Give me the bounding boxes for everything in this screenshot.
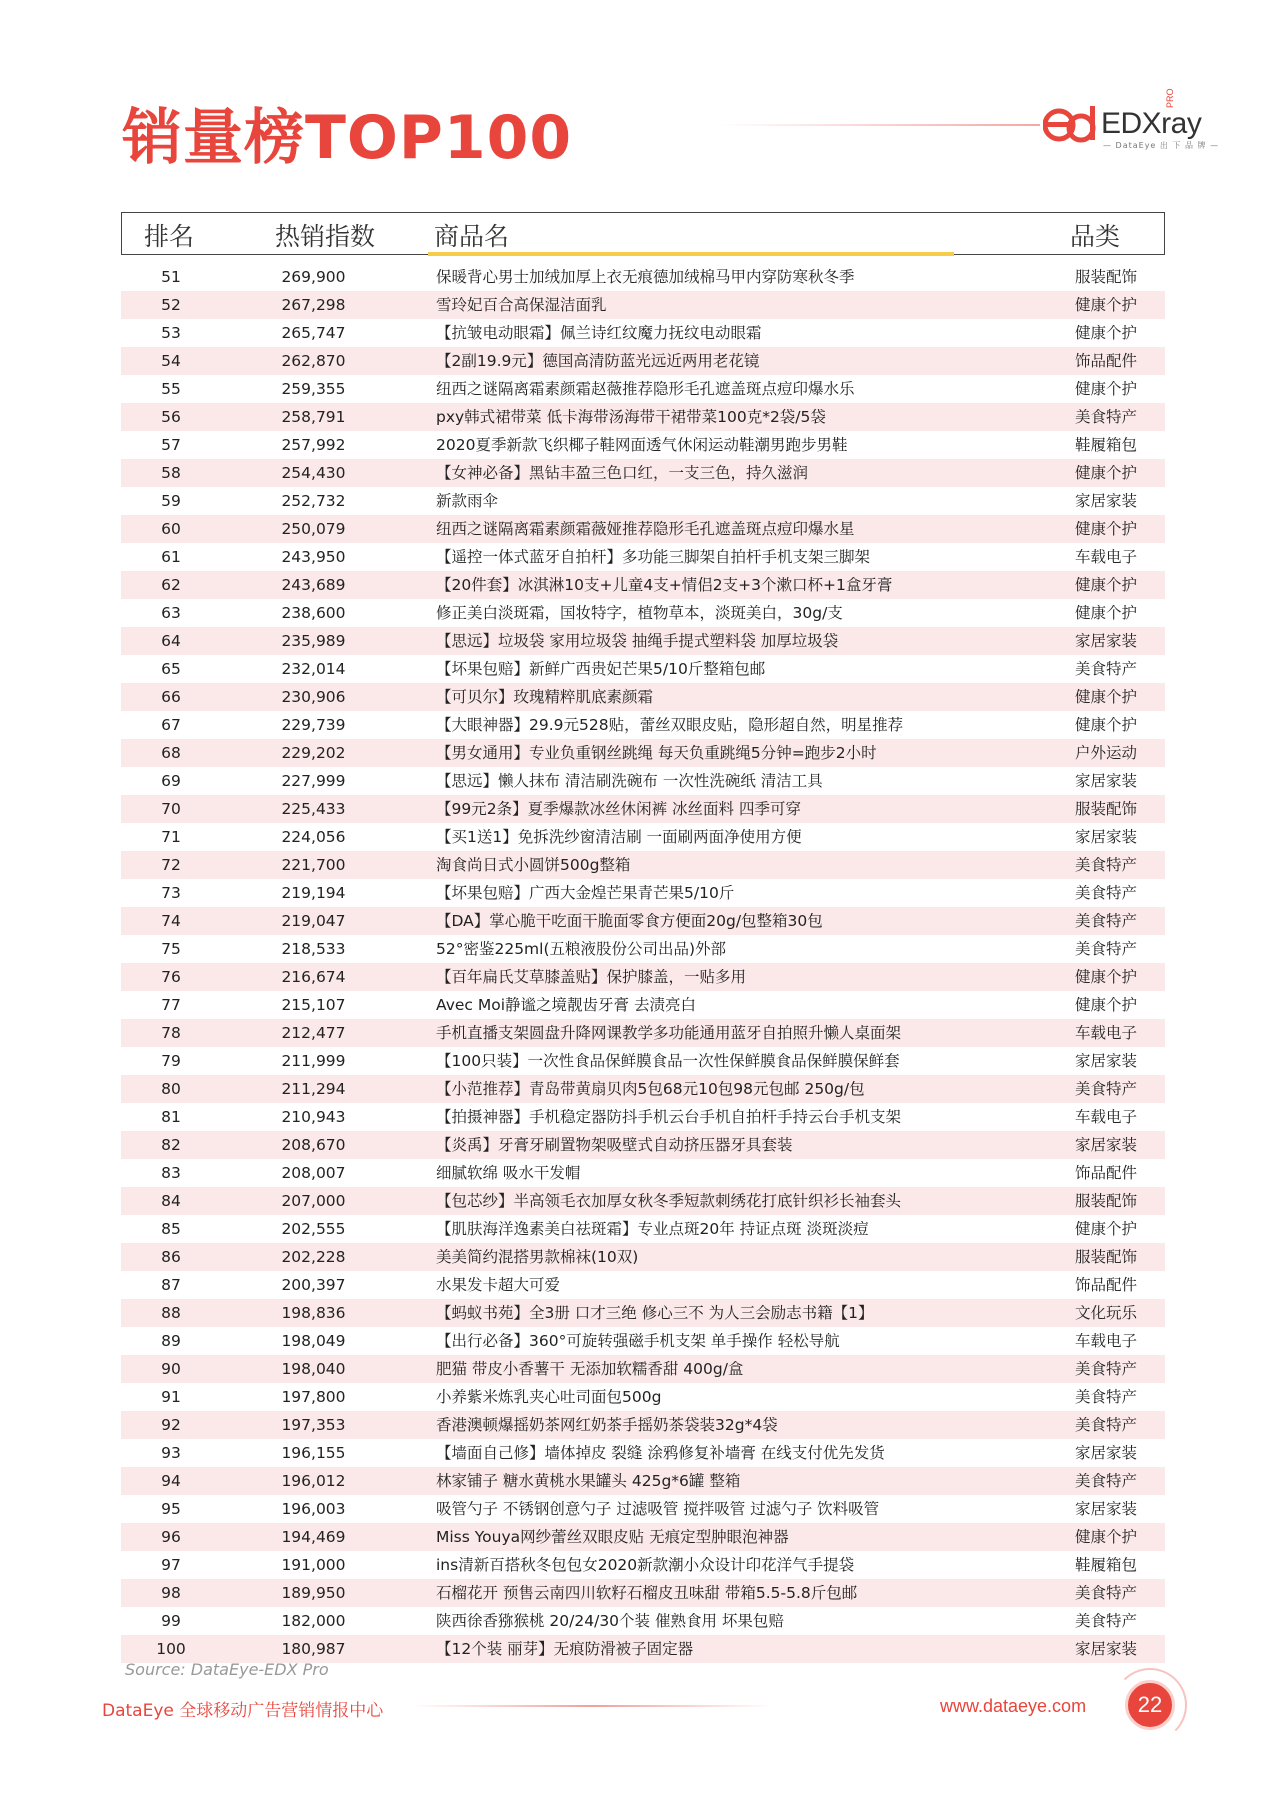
product-name-cell: 香港澳顿爆摇奶茶网红奶茶手摇奶茶袋装32g*4袋 (436, 1416, 778, 1434)
category-cell: 美食特产 (1074, 1416, 1137, 1434)
table-row (121, 1523, 1165, 1551)
rank-cell: 96 (161, 1528, 181, 1546)
table-row (121, 347, 1165, 375)
product-name-cell: 【12个装 丽芽】无痕防滑被子固定器 (436, 1640, 694, 1658)
index-cell: 189,950 (281, 1584, 346, 1602)
index-cell: 208,670 (281, 1136, 346, 1154)
product-name-cell: 【蚂蚁书苑】全3册 口才三绝 修心三不 为人三会励志书籍【1】 (436, 1304, 874, 1322)
rank-cell: 78 (161, 1024, 181, 1042)
category-cell: 家居家装 (1074, 1640, 1137, 1658)
rank-cell: 64 (161, 632, 181, 650)
table-row (121, 319, 1165, 347)
index-cell: 257,992 (281, 436, 346, 454)
index-cell: 210,943 (281, 1108, 346, 1126)
product-name-cell: 纽西之谜隔离霜素颜霜赵薇推荐隐形毛孔遮盖斑点痘印爆水乐 (436, 380, 855, 398)
category-cell: 家居家装 (1074, 772, 1137, 790)
product-name-cell: 林家铺子 糖水黄桃水果罐头 425g*6罐 整箱 (436, 1472, 741, 1490)
category-cell: 饰品配件 (1074, 352, 1137, 370)
rank-cell: 73 (161, 884, 181, 902)
product-name-cell: ins清新百搭秋冬包包女2020新款潮小众设计印花洋气手提袋 (436, 1556, 855, 1574)
category-cell: 美食特产 (1074, 1584, 1137, 1602)
category-cell: 家居家装 (1074, 828, 1137, 846)
table-row (121, 515, 1165, 543)
product-name-cell: 【大眼神器】29.9元528贴，蕾丝双眼皮贴，隐形超自然，明星推荐 (436, 716, 904, 734)
index-cell: 269,900 (281, 268, 346, 286)
index-cell: 267,298 (281, 296, 346, 314)
category-cell: 健康个护 (1074, 688, 1137, 706)
table-row (121, 795, 1165, 823)
category-cell: 服装配饰 (1074, 1248, 1137, 1266)
logo-text: EDXray (1101, 107, 1202, 140)
index-cell: 230,906 (281, 688, 346, 706)
index-cell: 202,228 (281, 1248, 346, 1266)
index-cell: 198,836 (281, 1304, 346, 1322)
table-row (121, 375, 1165, 403)
product-name-cell: pxy韩式裙带菜 低卡海带汤海带干裙带菜100克*2袋/5袋 (436, 408, 826, 426)
category-cell: 美食特产 (1074, 660, 1137, 678)
header-name: 商品名 (434, 222, 510, 251)
product-name-cell: 【买1送1】免拆洗纱窗清洁刷 一面刷两面净使用方便 (436, 828, 802, 846)
rank-cell: 54 (161, 352, 181, 370)
index-cell: 229,739 (281, 716, 346, 734)
rank-cell: 95 (161, 1500, 181, 1518)
category-cell: 健康个护 (1074, 716, 1137, 734)
product-name-cell: 【99元2条】夏季爆款冰丝休闲裤 冰丝面料 四季可穿 (436, 800, 801, 818)
table-row (121, 655, 1165, 683)
category-cell: 车载电子 (1074, 548, 1137, 566)
index-cell: 198,040 (281, 1360, 346, 1378)
index-cell: 196,012 (281, 1472, 346, 1490)
category-cell: 健康个护 (1074, 1528, 1137, 1546)
table-row (121, 291, 1165, 319)
table-row (121, 907, 1165, 935)
header-rank: 排名 (144, 222, 195, 251)
category-cell: 健康个护 (1074, 576, 1137, 594)
category-cell: 车载电子 (1074, 1332, 1137, 1350)
table-row (121, 1467, 1165, 1495)
index-cell: 211,999 (281, 1052, 346, 1070)
rank-cell: 71 (161, 828, 181, 846)
index-cell: 215,107 (281, 996, 346, 1014)
index-cell: 250,079 (281, 520, 346, 538)
product-name-cell: 新款雨伞 (436, 492, 499, 510)
edxray-logo (1043, 88, 1220, 150)
category-cell: 美食特产 (1074, 940, 1137, 958)
category-cell: 美食特产 (1074, 408, 1137, 426)
index-cell: 227,999 (281, 772, 346, 790)
rank-cell: 86 (161, 1248, 181, 1266)
table-row (121, 1271, 1165, 1299)
logo-mark-icon (1043, 106, 1097, 144)
index-cell: 258,791 (281, 408, 346, 426)
table-row (121, 851, 1165, 879)
category-cell: 饰品配件 (1074, 1276, 1137, 1294)
product-name-cell: 【包芯纱】半高领毛衣加厚女秋冬季短款刺绣花打底针织衫长袖套头 (436, 1192, 902, 1210)
category-cell: 健康个护 (1074, 380, 1137, 398)
product-name-cell: 【100只装】一次性食品保鲜膜食品一次性保鲜膜食品保鲜膜保鲜套 (436, 1052, 900, 1070)
rank-cell: 55 (161, 380, 181, 398)
rank-cell: 51 (161, 268, 181, 286)
index-cell: 212,477 (281, 1024, 346, 1042)
category-cell: 健康个护 (1074, 520, 1137, 538)
product-name-cell: 【可贝尔】玫瑰精粹肌底素颜霜 (436, 688, 654, 706)
index-cell: 243,689 (281, 576, 346, 594)
rank-cell: 84 (161, 1192, 181, 1210)
rank-cell: 58 (161, 464, 181, 482)
table-row (121, 1411, 1165, 1439)
product-name-cell: 【坏果包赔】新鲜广西贵妃芒果5/10斤整箱包邮 (436, 660, 766, 678)
category-cell: 美食特产 (1074, 856, 1137, 874)
category-cell: 车载电子 (1074, 1108, 1137, 1126)
product-name-cell: Miss Youya网纱蕾丝双眼皮贴 无痕定型肿眼泡神器 (436, 1528, 789, 1546)
table-body (121, 263, 1165, 1663)
index-cell: 197,800 (281, 1388, 346, 1406)
index-cell: 207,000 (281, 1192, 346, 1210)
table-row (121, 711, 1165, 739)
category-cell: 健康个护 (1074, 996, 1137, 1014)
category-cell: 家居家装 (1074, 1052, 1137, 1070)
product-name-cell: 【百年扁氏艾草膝盖贴】保护膝盖，一贴多用 (436, 968, 747, 986)
table-row (121, 1215, 1165, 1243)
footer-brand: DataEye 全球移动广告营销情报中心 (102, 1701, 384, 1721)
rank-cell: 63 (161, 604, 181, 622)
rank-cell: 85 (161, 1220, 181, 1238)
table-row (121, 1607, 1165, 1635)
product-name-cell: 雪玲妃百合高保湿洁面乳 (436, 296, 607, 314)
table-row (121, 1299, 1165, 1327)
index-cell: 180,987 (281, 1640, 346, 1658)
table-row (121, 1019, 1165, 1047)
rank-cell: 80 (161, 1080, 181, 1098)
table-row (121, 1579, 1165, 1607)
table-row (121, 487, 1165, 515)
product-name-cell: 【炎禹】牙膏牙刷置物架吸壁式自动挤压器牙具套装 (436, 1136, 793, 1154)
index-cell: 197,353 (281, 1416, 346, 1434)
rank-cell: 74 (161, 912, 181, 930)
product-name-cell: Avec Moi静谧之境靓齿牙膏 去渍亮白 (436, 996, 696, 1014)
index-cell: 252,732 (281, 492, 346, 510)
product-name-cell: 【20件套】冰淇淋10支+儿童4支+情侣2支+3个漱口杯+1盒牙膏 (436, 576, 893, 594)
rank-cell: 97 (161, 1556, 181, 1574)
rank-cell: 92 (161, 1416, 181, 1434)
category-cell: 健康个护 (1074, 968, 1137, 986)
index-cell: 219,194 (281, 884, 346, 902)
page-title: 销量榜TOP100 (122, 103, 573, 173)
product-name-cell: 纽西之谜隔离霜素颜霜薇娅推荐隐形毛孔遮盖斑点痘印爆水星 (436, 520, 855, 538)
product-name-cell: 【抗皱电动眼霜】佩兰诗红纹魔力抚纹电动眼霜 (436, 324, 762, 342)
index-cell: 232,014 (281, 660, 346, 678)
index-cell: 229,202 (281, 744, 346, 762)
product-name-cell: 【思远】懒人抹布 清洁刷洗碗布 一次性洗碗纸 清洁工具 (436, 772, 823, 790)
table-row (121, 1327, 1165, 1355)
rank-cell: 59 (161, 492, 181, 510)
rank-cell: 65 (161, 660, 181, 678)
index-cell: 243,950 (281, 548, 346, 566)
index-cell: 262,870 (281, 352, 346, 370)
rank-cell: 52 (161, 296, 181, 314)
category-cell: 家居家装 (1074, 492, 1137, 510)
table-row (121, 1495, 1165, 1523)
logo-pro-badge: PRO (1165, 88, 1175, 108)
rank-cell: 60 (161, 520, 181, 538)
rank-cell: 100 (156, 1640, 186, 1658)
category-cell: 家居家装 (1074, 632, 1137, 650)
header-category: 品类 (1070, 222, 1121, 251)
table-row (121, 459, 1165, 487)
rank-cell: 90 (161, 1360, 181, 1378)
header-index: 热销指数 (275, 222, 376, 251)
product-name-cell: 美美简约混搭男款棉袜(10双) (436, 1248, 639, 1266)
index-cell: 254,430 (281, 464, 346, 482)
rank-cell: 99 (161, 1612, 181, 1630)
category-cell: 美食特产 (1074, 1472, 1137, 1490)
index-cell: 221,700 (281, 856, 346, 874)
rank-cell: 98 (161, 1584, 181, 1602)
rank-cell: 56 (161, 408, 181, 426)
product-name-cell: 2020夏季新款飞织椰子鞋网面透气休闲运动鞋潮男跑步男鞋 (436, 436, 848, 454)
product-name-cell: 【墙面自己修】墙体掉皮 裂缝 涂鸦修复补墙膏 在线支付优先发货 (436, 1444, 885, 1462)
product-name-cell: 【肌肤海洋逸素美白祛斑霜】专业点斑20年 持证点斑 淡斑淡痘 (436, 1220, 869, 1238)
rank-cell: 87 (161, 1276, 181, 1294)
header-accent-bar (428, 252, 954, 256)
table-row (121, 1355, 1165, 1383)
table-row (121, 599, 1165, 627)
category-cell: 服装配饰 (1074, 268, 1137, 286)
category-cell: 家居家装 (1074, 1136, 1137, 1154)
index-cell: 196,155 (281, 1444, 346, 1462)
category-cell: 服装配饰 (1074, 800, 1137, 818)
table-row (121, 1439, 1165, 1467)
category-cell: 鞋履箱包 (1074, 436, 1137, 454)
category-cell: 健康个护 (1074, 1220, 1137, 1238)
table-row (121, 627, 1165, 655)
product-name-cell: 修正美白淡斑霜，国妆特字，植物草本，淡斑美白，30g/支 (436, 604, 843, 622)
table-row (121, 963, 1165, 991)
table-row (121, 263, 1165, 291)
table-row (121, 1187, 1165, 1215)
index-cell: 216,674 (281, 968, 346, 986)
index-cell: 198,049 (281, 1332, 346, 1350)
table-row (121, 1551, 1165, 1579)
table-row (121, 1159, 1165, 1187)
rank-cell: 68 (161, 744, 181, 762)
rank-cell: 72 (161, 856, 181, 874)
table-row (121, 1635, 1165, 1663)
index-cell: 194,469 (281, 1528, 346, 1546)
product-name-cell: 陕西徐香猕猴桃 20/24/30个装 催熟食用 坏果包赔 (436, 1612, 784, 1630)
product-name-cell: 【思远】垃圾袋 家用垃圾袋 抽绳手提式塑料袋 加厚垃圾袋 (436, 632, 839, 650)
category-cell: 美食特产 (1074, 1612, 1137, 1630)
page-number: 22 (1125, 1680, 1175, 1730)
table-row (121, 1243, 1165, 1271)
category-cell: 车载电子 (1074, 1024, 1137, 1042)
table-row (121, 1047, 1165, 1075)
index-cell: 191,000 (281, 1556, 346, 1574)
index-cell: 200,397 (281, 1276, 346, 1294)
rank-cell: 91 (161, 1388, 181, 1406)
rank-cell: 61 (161, 548, 181, 566)
product-name-cell: 细腻软绵 吸水干发帽 (436, 1164, 581, 1182)
product-name-cell: 【小范推荐】青岛带黄扇贝肉5包68元10包98元包邮 250g/包 (436, 1080, 865, 1098)
category-cell: 鞋履箱包 (1074, 1556, 1137, 1574)
category-cell: 家居家装 (1074, 1444, 1137, 1462)
rank-cell: 82 (161, 1136, 181, 1154)
source-note: Source: DataEye-EDX Pro (125, 1660, 329, 1679)
product-name-cell: 手机直播支架圆盘升降网课教学多功能通用蓝牙自拍照升懒人桌面架 (436, 1024, 902, 1042)
product-name-cell: 肥猫 带皮小香薯干 无添加软糯香甜 400g/盒 (436, 1360, 744, 1378)
table-row (121, 403, 1165, 431)
table-row (121, 571, 1165, 599)
category-cell: 健康个护 (1074, 296, 1137, 314)
category-cell: 美食特产 (1074, 1360, 1137, 1378)
rank-cell: 67 (161, 716, 181, 734)
table-row (121, 991, 1165, 1019)
rank-cell: 94 (161, 1472, 181, 1490)
table-row (121, 1383, 1165, 1411)
product-name-cell: 保暖背心男士加绒加厚上衣无痕德加绒棉马甲内穿防寒秋冬季 (436, 268, 855, 286)
product-name-cell: 小养紫米炼乳夹心吐司面包500g (436, 1388, 662, 1406)
product-name-cell: 【男女通用】专业负重钢丝跳绳 每天负重跳绳5分钟=跑步2小时 (436, 744, 877, 762)
index-cell: 265,747 (281, 324, 346, 342)
product-name-cell: 【DA】掌心脆干吃面干脆面零食方便面20g/包整箱30包 (436, 912, 823, 930)
category-cell: 户外运动 (1074, 744, 1137, 762)
table-row (121, 935, 1165, 963)
logo-subtitle: — DataEye 出 下 品 牌 — (1103, 141, 1220, 150)
product-name-cell: 吸管勺子 不锈钢创意勺子 过滤吸管 搅拌吸管 过滤勺子 饮料吸管 (436, 1500, 880, 1518)
index-cell: 219,047 (281, 912, 346, 930)
rank-cell: 75 (161, 940, 181, 958)
rank-cell: 93 (161, 1444, 181, 1462)
rank-cell: 77 (161, 996, 181, 1014)
category-cell: 家居家装 (1074, 1500, 1137, 1518)
product-name-cell: 【遥控一体式蓝牙自拍杆】多功能三脚架自拍杆手机支架三脚架 (436, 548, 871, 566)
rank-cell: 70 (161, 800, 181, 818)
rank-cell: 89 (161, 1332, 181, 1350)
rank-cell: 53 (161, 324, 181, 342)
index-cell: 235,989 (281, 632, 346, 650)
category-cell: 饰品配件 (1074, 1164, 1137, 1182)
category-cell: 健康个护 (1074, 604, 1137, 622)
category-cell: 美食特产 (1074, 912, 1137, 930)
table-row (121, 879, 1165, 907)
table-header (121, 212, 1165, 255)
rank-cell: 81 (161, 1108, 181, 1126)
table-row (121, 1131, 1165, 1159)
category-cell: 文化玩乐 (1074, 1304, 1137, 1322)
table-row (121, 739, 1165, 767)
index-cell: 196,003 (281, 1500, 346, 1518)
index-cell: 218,533 (281, 940, 346, 958)
rank-cell: 88 (161, 1304, 181, 1322)
product-name-cell: 52°密鉴225ml(五粮液股份公司出品)外部 (436, 940, 727, 958)
product-name-cell: 石榴花开 预售云南四川软籽石榴皮丑味甜 带箱5.5-5.8斤包邮 (436, 1584, 858, 1602)
table-row (121, 683, 1165, 711)
rank-cell: 79 (161, 1052, 181, 1070)
index-cell: 182,000 (281, 1612, 346, 1630)
product-name-cell: 【2副19.9元】德国高清防蓝光远近两用老花镜 (436, 352, 760, 370)
rank-cell: 69 (161, 772, 181, 790)
rank-cell: 66 (161, 688, 181, 706)
table-row (121, 431, 1165, 459)
table-row (121, 1103, 1165, 1131)
rank-cell: 62 (161, 576, 181, 594)
category-cell: 美食特产 (1074, 884, 1137, 902)
product-name-cell: 【拍摄神器】手机稳定器防抖手机云台手机自拍杆手持云台手机支架 (436, 1108, 902, 1126)
index-cell: 208,007 (281, 1164, 346, 1182)
table-row (121, 823, 1165, 851)
rank-cell: 83 (161, 1164, 181, 1182)
table-row (121, 1075, 1165, 1103)
product-name-cell: 【坏果包赔】广西大金煌芒果青芒果5/10斤 (436, 884, 735, 902)
category-cell: 健康个护 (1074, 324, 1137, 342)
header-divider (720, 124, 1040, 126)
product-name-cell: 淘食尚日式小圆饼500g整箱 (436, 856, 631, 874)
table-row (121, 767, 1165, 795)
index-cell: 202,555 (281, 1220, 346, 1238)
category-cell: 健康个护 (1074, 464, 1137, 482)
category-cell: 美食特产 (1074, 1080, 1137, 1098)
index-cell: 225,433 (281, 800, 346, 818)
product-name-cell: 【女神必备】黑钻丰盈三色口红，一支三色，持久滋润 (436, 464, 809, 482)
footer-url: www.dataeye.com (940, 1696, 1087, 1716)
product-name-cell: 水果发卡超大可爱 (436, 1276, 561, 1294)
footer-divider (412, 1705, 772, 1707)
category-cell: 美食特产 (1074, 1388, 1137, 1406)
index-cell: 259,355 (281, 380, 346, 398)
product-name-cell: 【出行必备】360°可旋转强磁手机支架 单手操作 轻松导航 (436, 1332, 840, 1350)
index-cell: 238,600 (281, 604, 346, 622)
rank-cell: 57 (161, 436, 181, 454)
index-cell: 224,056 (281, 828, 346, 846)
rank-cell: 76 (161, 968, 181, 986)
index-cell: 211,294 (281, 1080, 346, 1098)
category-cell: 服装配饰 (1074, 1192, 1137, 1210)
table-row (121, 543, 1165, 571)
